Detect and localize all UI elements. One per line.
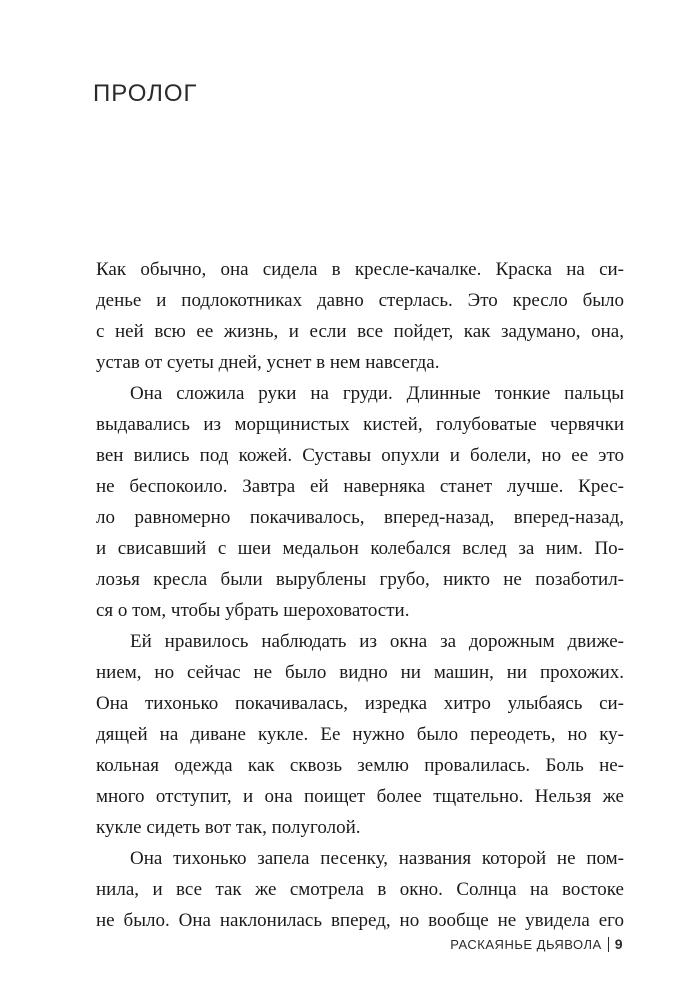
- body-text: [96, 254, 624, 936]
- paragraph: [96, 843, 624, 936]
- text-line: и свисавший с шеи медальон колебался вслед за ним. По-: [96, 538, 624, 559]
- text-line: не было. Она наклонилась вперед, но вообще не увидела его: [96, 910, 624, 931]
- paragraph: [96, 254, 624, 378]
- text-line: много отступит, и она поищет более тщательно. Нельзя же: [96, 786, 624, 807]
- text-line: Она сложила руки на груди. Длинные тонкие пальцы: [130, 383, 624, 404]
- text-line: ся о том, чтобы убрать шероховатости.: [96, 600, 410, 621]
- text-line: вен вились под кожей. Суставы опухли и болели, но ее это: [96, 445, 624, 466]
- paragraph: [96, 378, 624, 626]
- paragraph: [96, 626, 624, 843]
- text-line: денье и подлокотниках давно стерлась. Это кресло было: [96, 290, 624, 311]
- text-line: Ей нравилось наблюдать из окна за дорожным движе-: [130, 631, 624, 652]
- text-line: Как обычно, она сидела в кресле-качалке. Краска на си-: [96, 259, 624, 280]
- text-line: выдавались из морщинистых кистей, голубоватые червячки: [96, 414, 624, 435]
- page-number: 9: [614, 936, 623, 952]
- footer-divider: [608, 937, 609, 952]
- text-line: лозья кресла были вырублены грубо, никто не позаботил-: [96, 569, 624, 590]
- text-line: нила, и все так же смотрела в окно. Солнца на востоке: [96, 879, 624, 900]
- text-line: Она тихонько запела песенку, названия которой не пом-: [130, 848, 624, 869]
- text-line: с ней всю ее жизнь, и если все пойдет, как задумано, она,: [96, 321, 624, 342]
- book-title: РАСКАЯНЬЕ ДЬЯВОЛА: [450, 936, 602, 952]
- text-line: кольная одежда как сквозь землю провалилась. Боль не-: [96, 755, 624, 776]
- text-line: Она тихонько покачивалась, изредка хитро улыбаясь си-: [96, 693, 624, 714]
- text-line: ло равномерно покачивалось, вперед-назад, вперед-назад,: [96, 507, 624, 528]
- text-line: устав от суеты дней, уснет в нем навсегда.: [96, 352, 440, 373]
- running-footer: [450, 936, 623, 952]
- text-line: нием, но сейчас не было видно ни машин, ни прохожих.: [96, 662, 624, 683]
- chapter-title: ПРОЛОГ: [93, 80, 198, 107]
- text-line: дящей на диване кукле. Ее нужно было переодеть, но ку-: [96, 724, 624, 745]
- text-line: не беспокоило. Завтра ей наверняка станет лучше. Крес-: [96, 476, 624, 497]
- text-line: кукле сидеть вот так, полуголой.: [96, 817, 361, 838]
